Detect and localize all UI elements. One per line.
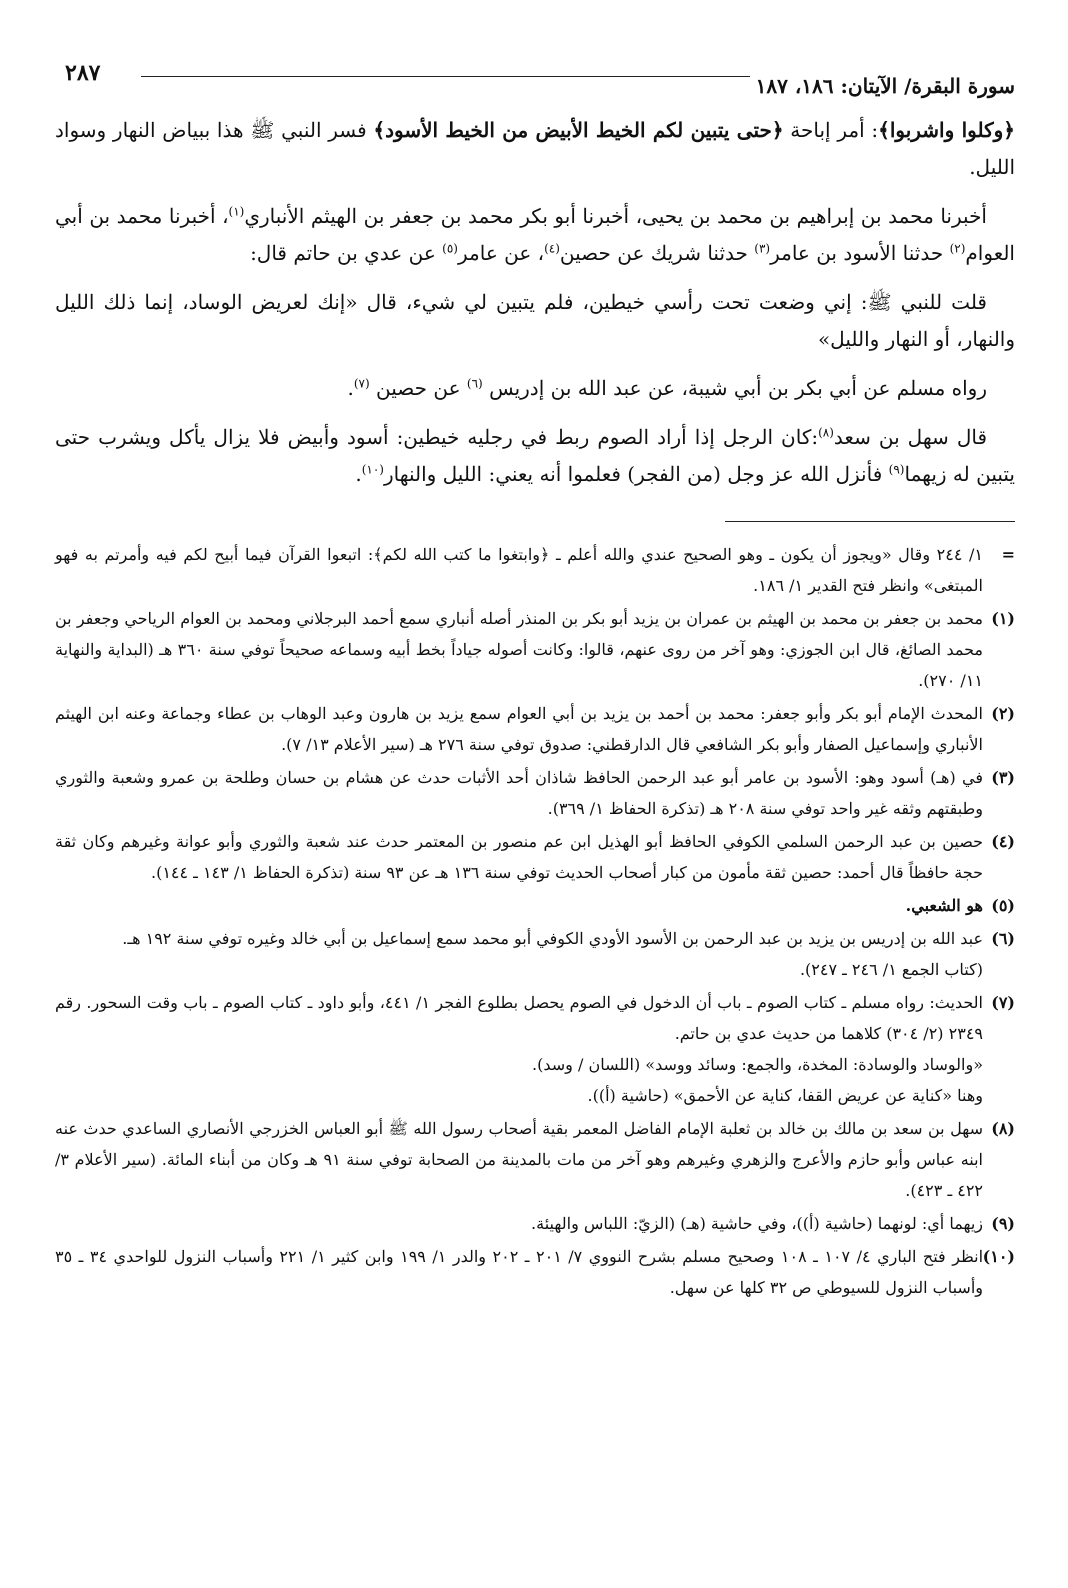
footnote-4 (55, 826, 1015, 888)
footnote-number: (٩) (991, 1214, 1015, 1233)
text-run: فسر النبي ﷺ هذا ببياض النهار وسواد الليل. (55, 118, 1015, 179)
footnote-ref: (٥) (442, 241, 458, 256)
text-run: عن حصين (369, 376, 467, 400)
footnote-text: هو الشعبي. (905, 896, 983, 915)
footnote-number: (٨) (991, 1119, 1015, 1138)
footnote-6 (55, 923, 1015, 985)
footnote-text: انظر فتح الباري ٤/ ١٠٧ ـ ١٠٨ وصحيح مسلم بشرح النووي ٧/ ٢٠١ ـ ٢٠٢ والدر ١/ ١٩٩ وابن كثير ١/ ٢٢١ وأسباب النزول للواحدي ٣٤ ـ ٣٥ وأسباب النزول للسيوطي ص ٣٢ كلها عن سهل. (55, 1247, 984, 1297)
footnote-text: (كتاب الجمع ١/ ٢٤٦ ـ ٢٤٧). (799, 960, 983, 979)
footnote-text: في (هـ) أسود وهو: الأسود بن عامر أبو عبد الرحمن الحافظ شاذان أحد الأثبات حدث عن هشام بن حسان وطلحة بن عمرو وشعبة والثوري وطبقتهم وثقه غير واحد توفي سنة ٢٠٨ هـ (تذكرة الحفاظ ١/ ٣٦٩). (55, 768, 983, 818)
footnote-number: (٣) (991, 768, 1015, 787)
footnote-ref: (١) (228, 204, 245, 219)
quran-quote: ﴿حتى يتبين لكم الخيط الأبيض من الخيط الأسود﴾ (373, 118, 784, 142)
paragraph-3: قلت للنبي ﷺ: إني وضعت تحت رأسي خيطين، فلم يتبين لي شيء، قال «إنك لعريض الوساد، إنما ذلك الليل والنهار، أو النهار والليل» (55, 290, 1015, 351)
page-header (55, 50, 1015, 98)
footnote-text: سهل بن سعد بن مالك بن خالد بن ثعلبة الإمام الفاضل المعمر بقية أصحاب رسول الله ﷺ أبو العباس الخزرجي الأنصاري الساعدي حدث عنه ابنه عباس وأبو حازم والأعرج والزهري وغيرهم وهو آخر من مات بالمدينة من الصحابة توفي سنة ٩١ هـ وكان من أبناء المائة. (سير الأعلام ٣/ ٤٢٢ ـ ٤٢٣). (55, 1119, 983, 1200)
footnote-3 (55, 762, 1015, 824)
text-run: . (355, 462, 362, 486)
text-run: قال سهل بن سعد (833, 425, 988, 449)
text-run: عن عدي بن حاتم قال: (250, 241, 443, 265)
text-run: ، عن عامر (457, 241, 545, 265)
page-number: ٢٨٧ (65, 60, 101, 86)
footnote-1 (55, 603, 1015, 696)
paragraph-1 (55, 112, 1015, 186)
footnote-ref: (٤) (544, 241, 560, 256)
footnote-continued (55, 539, 1015, 601)
footnote-number: (٤) (991, 832, 1015, 851)
footnote-ref: (٦) (466, 376, 483, 391)
footnote-text: محمد بن جعفر بن محمد بن الهيثم بن عمران بن يزيد أبو بكر بن المنذر أصله أنباري سمع أحمد البرجلاني ومحمد بن العوام الرياحي وجعفر بن محمد الصائغ، قال ابن الجوزي: وهو آخر من روى عنهم، قالوا: وكانت أصوله جياداً بخط أبيه وسماعه صحيحاً توفي سنة ٣٦٠ هـ (البداية والنهاية ١١/ ٢٧٠). (55, 609, 983, 690)
main-text (55, 112, 1015, 493)
footnote-text: ١/ ٢٤٤ وقال «ويجوز أن يكون ـ وهو الصحيح عندي والله أعلم ـ ﴿وابتغوا ما كتب الله لكم﴾: اتبعوا القرآن فيما أبيح لكم فيه وأمرتم به فهو المبتغى» وانظر فتح القدير ١/ ١٨٦. (55, 545, 983, 595)
footnote-ref: (٧) (353, 376, 370, 391)
footnote-2 (55, 698, 1015, 760)
footnote-text: زيهما أي: لونهما (حاشية (أ))، وفي حاشية (هـ) (الزيّ: اللباس والهيئة. (531, 1214, 983, 1233)
footnote-text: المحدث الإمام أبو بكر وأبو جعفر: محمد بن أحمد بن يزيد بن أبي العوام سمع يزيد بن هارون وعبد الوهاب بن عطاء وجماعة وعنه ابن الهيثم الأنباري وإسماعيل الصفار وأبو بكر الشافعي قال الدارقطني: صدوق توفي سنة ٢٧٦ هـ (سير الأعلام ١٣/ ٧). (55, 704, 984, 754)
footnote-8 (55, 1113, 1015, 1206)
footnote-ref: (٢) (949, 241, 966, 256)
footnote-text: الحديث: رواه مسلم ـ كتاب الصوم ـ باب أن الدخول في الصوم يحصل بطلوع الفجر ١/ ٤٤١، وأبو داود ـ كتاب الصوم ـ باب وقت السحور. رقم ٢٣٤٩ (٢/ ٣٠٤) كلاهما من حديث عدي بن حاتم. (55, 993, 983, 1043)
footnote-text: عبد الله بن إدريس بن يزيد بن عبد الرحمن بن الأسود الأودي الكوفي أبو محمد سمع إسماعيل بن أبي خالد وغيره توفي سنة ١٩٢ هـ. (122, 929, 983, 948)
footnote-ref: (٨) (818, 425, 834, 440)
book-page (55, 50, 1015, 1550)
footnote-separator (55, 505, 1015, 539)
text-run: . (347, 376, 354, 400)
footnote-text: حصين بن عبد الرحمن السلمي الكوفي الحافظ أبو الهذيل ابن عم منصور بن المعتمر حدث عند شعبة والثوري وأبو عوانة وغيرهم وكان ثقة حجة حافظاً قال أحمد: حصين ثقة مأمون من كبار أصحاب الحديث توفي سنة ١٣٦ هـ عن ٩٣ سنة (تذكرة الحفاظ ١/ ١٤٣ ـ ١٤٤). (55, 832, 983, 882)
quran-quote: ﴿وكلوا واشربوا﴾ (878, 118, 1016, 142)
text-run: :كان الرجل إذا أراد الصوم ربط في رجليه خيطين: أسود وأبيض فلا يزال يأكل ويشرب حتى يتبين له زيهما (55, 425, 1015, 486)
footnote-5 (55, 890, 1015, 921)
footnote-number: (١) (991, 609, 1015, 628)
text-run: حدثنا الأسود بن عامر (770, 241, 950, 265)
footnote-number: = (1001, 545, 1015, 564)
text-run: حدثنا شريك عن حصين (559, 241, 755, 265)
running-title: سورة البقرة/ الآيتان: ١٨٦، ١٨٧ (755, 74, 1015, 98)
footnote-text: وهنا «كناية عن عريض القفا، كناية عن الأحمق» (حاشية (أ)). (587, 1086, 983, 1105)
footnote-number: (٦) (991, 929, 1015, 948)
text-run: رواه مسلم عن أبي بكر بن أبي شيبة، عن عبد الله بن إدريس (482, 376, 987, 400)
paragraph-4 (55, 370, 1015, 407)
footnote-ref: (١٠) (361, 462, 384, 477)
text-run: : أمر إباحة (783, 118, 879, 142)
footnote-ref: (٣) (754, 241, 771, 256)
footnote-number: (٧) (991, 993, 1015, 1012)
footnote-7 (55, 987, 1015, 1111)
footnote-9 (55, 1208, 1015, 1239)
footnotes (55, 539, 1015, 1303)
text-run: ، أخبرنا محمد بن أبي العوام (55, 204, 1015, 265)
footnote-text: «والوساد والوسادة: المخدة، والجمع: وسائد ووسد» (اللسان / وسد). (532, 1055, 983, 1074)
footnote-number: (١٠) (982, 1247, 1015, 1266)
text-run: أخبرنا محمد بن إبراهيم بن محمد بن يحيى، أخبرنا أبو بكر محمد بن جعفر بن الهيثم الأنباري (244, 204, 987, 228)
paragraph-2 (55, 198, 1015, 272)
footnote-number: (٢) (991, 704, 1015, 723)
text-run: فأنزل الله عز وجل (من الفجر) فعلموا أنه يعني: الليل والنهار (383, 462, 889, 486)
header-rule (141, 76, 750, 77)
footnote-10 (55, 1241, 1015, 1303)
footnote-number: (٥) (991, 896, 1015, 915)
footnote-ref: (٩) (888, 462, 905, 477)
paragraph-5 (55, 419, 1015, 493)
